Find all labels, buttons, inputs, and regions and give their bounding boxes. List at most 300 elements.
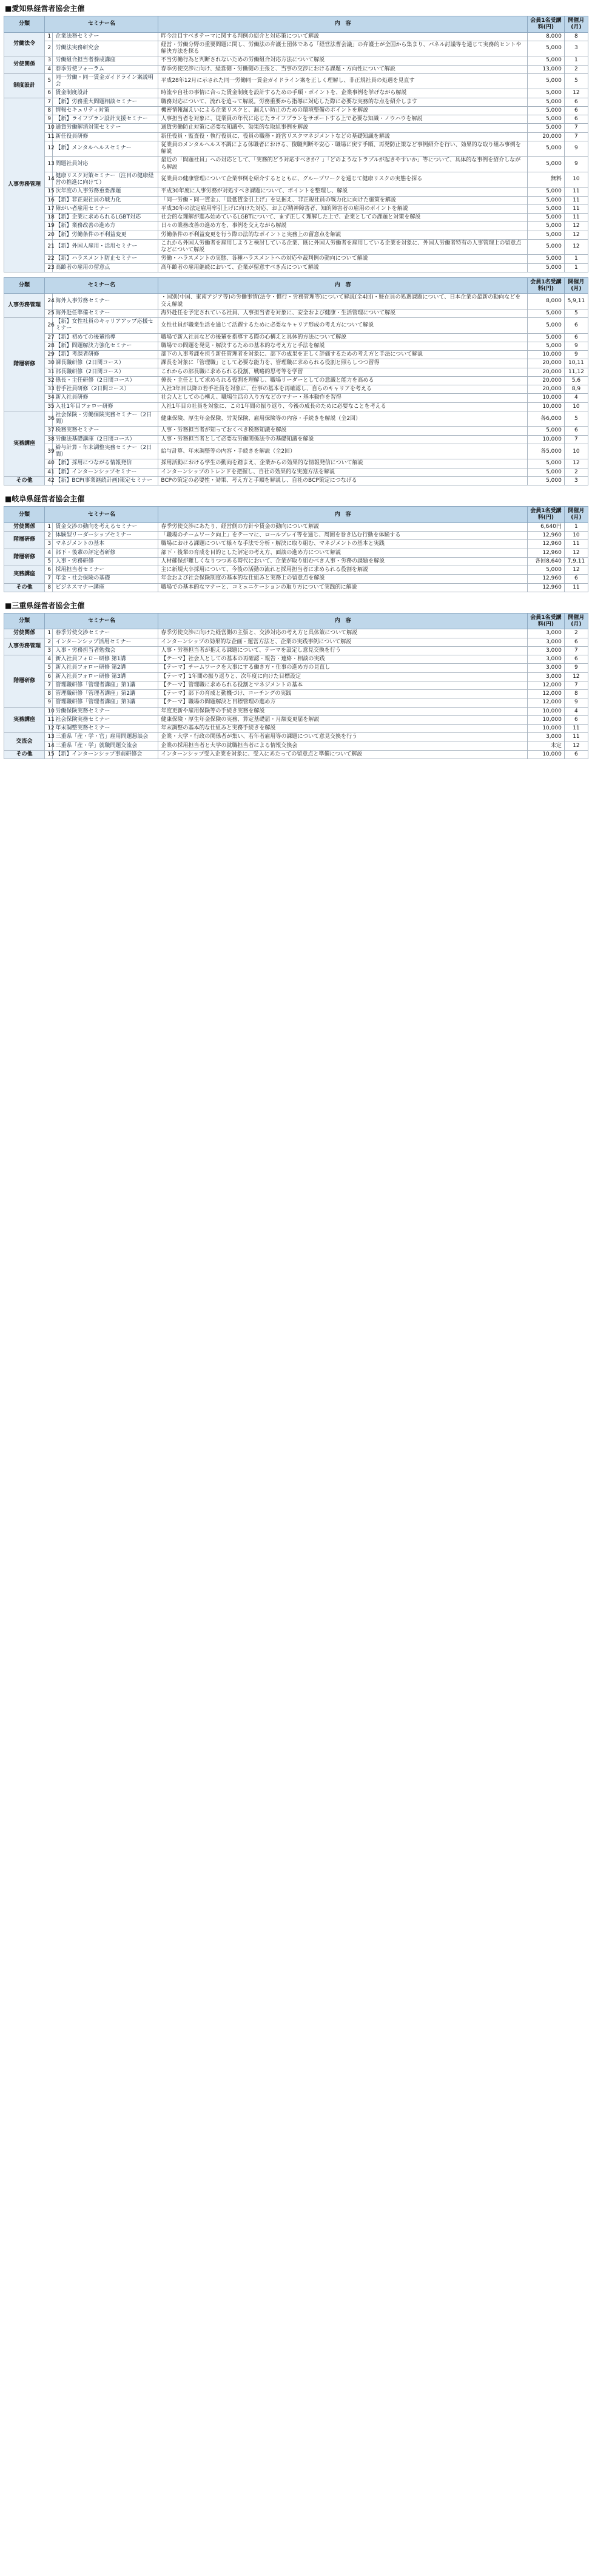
seminar-name[interactable]: 三重県「産・学・官」雇用問題懇談会 — [53, 733, 158, 742]
seminar-description: 労働・ハラスメントの実態、各種ハラスメントへの対応や裁判例の動向について解説 — [158, 255, 528, 263]
seminar-name[interactable]: 管理職研修「管理者講座」第1講 — [53, 681, 158, 689]
seminar-description: 平成28年12月に示された同一労働同一賃金ガイドライン案を正しく理解し、非正規社員の処遇を見直す — [158, 73, 528, 89]
month-cell: 5 — [564, 411, 588, 427]
row-number: 40 — [45, 459, 53, 468]
row-number: 27 — [45, 333, 53, 342]
month-cell: 6 — [564, 575, 588, 583]
fee-cell: 12,960 — [527, 532, 564, 540]
seminar-name[interactable]: 年金・社会保険の基礎 — [53, 575, 158, 583]
seminar-name[interactable]: マネジメントの基本 — [53, 540, 158, 549]
row-number: 35 — [45, 402, 53, 411]
row-number: 19 — [45, 222, 53, 231]
table-row[interactable] — [4, 664, 588, 672]
month-cell: 5 — [564, 73, 588, 89]
seminar-description: 従業員のメンタルヘルス不調による休職者における、復職判断や安心・職場に戻す手順、再発防止策など事例紹介を行い、効果的な取り組み事例を解説 — [158, 141, 528, 157]
fee-cell: 5,000 — [527, 255, 564, 263]
table-row[interactable] — [4, 583, 588, 592]
fee-cell: 5,000 — [527, 427, 564, 435]
seminar-description: 昨今注目すべきテーマに関する判例の紹介と対応策について解説 — [158, 32, 528, 41]
month-cell: 7,9,11 — [564, 557, 588, 566]
month-cell: 11 — [564, 196, 588, 205]
seminar-name[interactable]: 入社1年目フォロー研修 — [53, 402, 158, 411]
month-cell: 9 — [564, 698, 588, 707]
fee-cell: 5,000 — [527, 342, 564, 350]
seminar-table — [4, 506, 588, 592]
seminar-name[interactable]: ビジネスマナー講座 — [53, 583, 158, 592]
table-row[interactable] — [4, 681, 588, 689]
month-cell: 11 — [564, 188, 588, 196]
seminar-name[interactable]: 春季労使フォーラム — [53, 65, 158, 73]
fee-cell: 12,960 — [527, 583, 564, 592]
fee-cell: 3,000 — [527, 672, 564, 681]
fee-cell: 20,000 — [527, 132, 564, 141]
row-number: 42 — [45, 476, 53, 485]
category-cell: 制度設計 — [4, 73, 45, 98]
seminar-name[interactable]: 新入社員研修 — [53, 394, 158, 402]
table-row[interactable] — [4, 476, 588, 485]
seminar-name[interactable]: 社会保険実務セミナー — [53, 715, 158, 724]
fee-cell: 3,000 — [527, 638, 564, 646]
seminar-description: これから外国人労働者を雇用しようと検討している企業、既に外国人労働者を雇用している企業を対象に、外国人労働者特有の人事管理上の留意点などについて解説 — [158, 239, 528, 255]
category-cell: 実務講座 — [4, 707, 45, 733]
schedule-section — [4, 277, 588, 485]
header-category: 分類 — [4, 613, 45, 629]
row-number: 6 — [45, 672, 53, 681]
fee-cell: 12,960 — [527, 540, 564, 549]
seminar-name[interactable]: 部長職研修（2日間コース） — [53, 368, 158, 376]
seminar-description: 海外赴任を予定されている社員、人事担当者を対象に、安全および健康・生活管理について解説 — [158, 309, 528, 317]
table-row[interactable] — [4, 540, 588, 549]
seminar-description: 従業員の健康管理について企業事例を紹介するとともに、グループワークを通じて健康リスクの実態を探る — [158, 172, 528, 188]
fee-cell: 5,000 — [527, 141, 564, 157]
table-row[interactable] — [4, 309, 588, 317]
fee-cell: 5,000 — [527, 115, 564, 124]
header-row — [4, 613, 588, 629]
row-number: 7 — [45, 98, 53, 106]
month-cell: 6 — [564, 655, 588, 664]
table-row[interactable] — [4, 368, 588, 376]
month-cell: 3 — [564, 476, 588, 485]
header-category: 分類 — [4, 277, 45, 294]
table-row[interactable] — [4, 231, 588, 239]
seminar-name[interactable]: 【新】初めての後輩指導 — [53, 333, 158, 342]
fee-cell: 10,000 — [527, 402, 564, 411]
seminar-description: 部下・後輩の育成を目的とした評定の考え方、面談の進め方について解説 — [158, 549, 528, 557]
month-cell: 1 — [564, 522, 588, 531]
month-cell: 8 — [564, 32, 588, 41]
seminar-description: 機密情報漏えいによる企業リスクと、漏えい防止のための環境整備のポイントを解説 — [158, 106, 528, 115]
category-cell: 人事労務管理 — [4, 638, 45, 655]
seminar-name[interactable]: 新入社員フォロー研修 第3講 — [53, 672, 158, 681]
seminar-description: 部下の人事考課を担う新任管理者を対象に、部下の成果を正しく評価するための考え方と手法について解説 — [158, 351, 528, 359]
fee-cell: 5,000 — [527, 309, 564, 317]
seminar-name[interactable]: 海外赴任準備セミナー — [53, 309, 158, 317]
table-body — [4, 294, 588, 485]
row-number: 32 — [45, 376, 53, 385]
seminar-name[interactable]: 人事・労務担当者勉強会 — [53, 646, 158, 655]
row-number: 8 — [45, 690, 53, 698]
month-cell: 2 — [564, 629, 588, 638]
row-number: 3 — [45, 540, 53, 549]
month-cell: 11,12 — [564, 368, 588, 376]
table-row[interactable] — [4, 411, 588, 427]
table-row[interactable] — [4, 124, 588, 132]
fee-cell: 5,000 — [527, 231, 564, 239]
table-row[interactable] — [4, 394, 588, 402]
seminar-name[interactable]: 年末調整実務セミナー — [53, 725, 158, 733]
table-row[interactable] — [4, 141, 588, 157]
row-number: 4 — [45, 65, 53, 73]
seminar-name[interactable]: 労働法基礎講座（2日間コース） — [53, 435, 158, 444]
table-row[interactable] — [4, 342, 588, 350]
seminar-name[interactable]: 社会保険・労働保険実務セミナー（2日間） — [53, 411, 158, 427]
category-cell: その他 — [4, 476, 45, 485]
table-row[interactable] — [4, 444, 588, 459]
table-row[interactable] — [4, 385, 588, 394]
seminar-name[interactable]: 企業法務セミナー — [53, 32, 158, 41]
table-row[interactable] — [4, 549, 588, 557]
seminar-name[interactable]: 情報セキュリティ対策 — [53, 106, 158, 115]
fee-cell: 5,000 — [527, 56, 564, 65]
seminar-name[interactable]: 新入社員フォロー研修 第2講 — [53, 664, 158, 672]
seminar-name[interactable]: 【新】業務改善の進め方 — [53, 222, 158, 231]
seminar-name[interactable]: 【新】非正規社員の戦力化 — [53, 196, 158, 205]
row-number: 34 — [45, 394, 53, 402]
table-row[interactable] — [4, 41, 588, 56]
seminar-name[interactable]: 課長職研修（2日間コース） — [53, 359, 158, 368]
header-seminar: セミナー名 — [45, 16, 158, 33]
fee-cell: 5,000 — [527, 214, 564, 222]
category-cell: 階層研修 — [4, 532, 45, 549]
row-number: 6 — [45, 566, 53, 575]
table-row[interactable] — [4, 196, 588, 205]
table-row[interactable] — [4, 742, 588, 750]
month-cell: 12 — [564, 742, 588, 750]
seminar-name[interactable]: 同一労働・同一賃金ガイドライン案説明会 — [53, 73, 158, 89]
row-number: 26 — [45, 318, 53, 334]
table-row[interactable] — [4, 56, 588, 65]
seminar-name[interactable]: インターンシップ活用セミナー — [53, 638, 158, 646]
seminar-description: 課長を対象に「管理職」として必要な能力を、管理職に求められる役割と照らしつつ習得 — [158, 359, 528, 368]
table-row[interactable] — [4, 263, 588, 272]
month-cell: 9 — [564, 664, 588, 672]
seminar-name[interactable]: 【新】労働条件の不利益変更 — [53, 231, 158, 239]
month-cell: 9 — [564, 351, 588, 359]
month-cell: 7 — [564, 132, 588, 141]
seminar-description: 入社1年目の社員を対象に、この1年間の振り返り、今後の成長のために必要なことを考える — [158, 402, 528, 411]
seminar-description: 時流や自社の事情に合った賃金制度を設計するための手順・ポイントを、企業事例を挙げながら解説 — [158, 89, 528, 98]
month-cell: 9 — [564, 141, 588, 157]
seminar-name[interactable]: 【新】インターンシップ事前研修会 — [53, 750, 158, 759]
seminar-name[interactable]: 賃金交渉の動向を考えるセミナー — [53, 522, 158, 531]
table-row[interactable] — [4, 376, 588, 385]
table-row[interactable] — [4, 672, 588, 681]
seminar-name[interactable]: 【新】外国人雇用・活用セミナー — [53, 239, 158, 255]
seminar-name[interactable]: 【新】採用につながる情報発信 — [53, 459, 158, 468]
seminar-name[interactable]: 労働法実務研究会 — [53, 41, 158, 56]
table-row[interactable] — [4, 557, 588, 566]
fee-cell: 5,000 — [527, 476, 564, 485]
fee-cell: 13,000 — [527, 65, 564, 73]
month-cell: 11 — [564, 540, 588, 549]
table-row[interactable] — [4, 725, 588, 733]
seminar-name[interactable]: 人事・労務研修 — [53, 557, 158, 566]
month-cell: 6 — [564, 750, 588, 759]
seminar-description: 経営・労働分野の重要問題に関し、労働法の弁護士団体である「経営法曹会議」の弁護士が全国から集まり、パネル討議等を通じて実務的ヒントや解決方法を探る — [158, 41, 528, 56]
table-row[interactable] — [4, 294, 588, 309]
table-row[interactable] — [4, 698, 588, 707]
seminar-description: 「職場のチームワーク向上」をテーマに、ロールプレイ等を通じ、周囲を巻き込む行動を体験する — [158, 532, 528, 540]
seminar-description: 春季労使交渉に向け、経営側・労働側の主張と、当事の交渉における課題・方向性について解説 — [158, 65, 528, 73]
seminar-description: 人事・労務担当者が知っておくべき税務知識を解説 — [158, 427, 528, 435]
fee-cell: 10,000 — [527, 351, 564, 359]
seminar-name[interactable]: 海外人事労務セミナー — [53, 294, 158, 309]
table-row[interactable] — [4, 566, 588, 575]
table-header — [4, 277, 588, 294]
table-row[interactable] — [4, 32, 588, 41]
seminar-name[interactable]: 体験型リーダーシップセミナー — [53, 532, 158, 540]
fee-cell: 各6,000 — [527, 411, 564, 427]
seminar-name[interactable]: 【新】女性社員のキャリアアップ応援セミナー — [53, 318, 158, 334]
row-number: 7 — [45, 681, 53, 689]
table-row[interactable] — [4, 359, 588, 368]
fee-cell: 5,000 — [527, 205, 564, 213]
fee-cell: 20,000 — [527, 359, 564, 368]
seminar-description: インターンシップの効果的な企画・運営方法と、企業の実践事例について解説 — [158, 638, 528, 646]
month-cell: 2 — [564, 468, 588, 476]
fee-cell: 3,000 — [527, 664, 564, 672]
table-row[interactable] — [4, 402, 588, 411]
fee-cell: 5,000 — [527, 459, 564, 468]
row-number: 5 — [45, 664, 53, 672]
table-row[interactable] — [4, 157, 588, 172]
row-number: 33 — [45, 385, 53, 394]
seminar-name[interactable]: 【新】メンタルヘルスセミナー — [53, 141, 158, 157]
month-cell: 10 — [564, 532, 588, 540]
row-number: 14 — [45, 172, 53, 188]
month-cell: 12 — [564, 239, 588, 255]
table-row[interactable] — [4, 115, 588, 124]
seminar-name[interactable]: 係長・主任研修（2日間コース） — [53, 376, 158, 385]
month-cell: 4 — [564, 707, 588, 715]
month-cell: 6 — [564, 98, 588, 106]
table-row[interactable] — [4, 459, 588, 468]
fee-cell: 20,000 — [527, 376, 564, 385]
table-row[interactable] — [4, 646, 588, 655]
seminar-name[interactable]: 春季労使交渉セミナー — [53, 629, 158, 638]
table-row[interactable] — [4, 629, 588, 638]
table-row[interactable] — [4, 214, 588, 222]
table-row[interactable] — [4, 132, 588, 141]
seminar-description: これからの部長職に求められる役割、戦略的思考等を学習 — [158, 368, 528, 376]
seminar-description: 【テーマ】職場の問題解決と目標管理の進め方 — [158, 698, 528, 707]
row-number: 11 — [45, 132, 53, 141]
seminar-description: 年度更新や雇用保険等の手続き実務を解説 — [158, 707, 528, 715]
seminar-name[interactable]: 障がい者雇用セミナー — [53, 205, 158, 213]
seminar-name[interactable]: 新任役員研修 — [53, 132, 158, 141]
month-cell: 6 — [564, 715, 588, 724]
seminar-name[interactable]: 問題社員対応 — [53, 157, 158, 172]
fee-cell: 8,000 — [527, 294, 564, 309]
seminar-description: インターンシップ受入企業を対象に、受入にあたっての留意点と準備について解説 — [158, 750, 528, 759]
row-number: 28 — [45, 342, 53, 350]
seminar-name[interactable]: 【新】問題解決力強化セミナー — [53, 342, 158, 350]
fee-cell: 5,000 — [527, 239, 564, 255]
seminar-description: 平成30年の法定雇用率引上げに向けた対応、および精神障害者、知的障害者の雇用のポイントを解説 — [158, 205, 528, 213]
fee-cell: 5,000 — [527, 124, 564, 132]
month-cell: 11 — [564, 214, 588, 222]
row-number: 20 — [45, 231, 53, 239]
category-cell: 人事労務管理 — [4, 294, 45, 318]
month-cell: 7 — [564, 435, 588, 444]
table-row[interactable] — [4, 98, 588, 106]
table-row[interactable] — [4, 427, 588, 435]
table-row[interactable] — [4, 522, 588, 531]
seminar-name[interactable]: 【新】BCP(事業継続計画)策定セミナー — [53, 476, 158, 485]
table-row[interactable] — [4, 188, 588, 196]
table-row[interactable] — [4, 655, 588, 664]
seminar-name[interactable]: 部下・後輩の評定者研修 — [53, 549, 158, 557]
seminar-name[interactable]: 三重県「産・学」就職問題交流会 — [53, 742, 158, 750]
table-row[interactable] — [4, 89, 588, 98]
table-row[interactable] — [4, 73, 588, 89]
seminar-name[interactable]: 管理職研修「管理者講座」第3講 — [53, 698, 158, 707]
seminar-name[interactable]: 賃金制度設計 — [53, 89, 158, 98]
fee-cell: 5,000 — [527, 333, 564, 342]
fee-cell: 5,000 — [527, 157, 564, 172]
category-cell: 労使関係 — [4, 522, 45, 531]
seminar-name[interactable]: 採用担当者セミナー — [53, 566, 158, 575]
fee-cell: 10,000 — [527, 725, 564, 733]
seminar-description: 職場での問題を発見・解決するための基本的な考え方と手法を解説 — [158, 342, 528, 350]
row-number: 1 — [45, 522, 53, 531]
seminar-description: 「同一労働・同一賃金」、「最低賃金引上げ」を見据え、非正規社員の戦力化に向けた施策を解説 — [158, 196, 528, 205]
table-row[interactable] — [4, 351, 588, 359]
category-cell: 階層研修 — [4, 318, 45, 411]
table-row[interactable] — [4, 205, 588, 213]
category-cell: その他 — [4, 750, 45, 759]
table-row[interactable] — [4, 65, 588, 73]
row-number: 22 — [45, 255, 53, 263]
seminar-name[interactable]: 【新】労務重大問題相談セミナー — [53, 98, 158, 106]
seminar-description: 係長・主任として求められる役割を理解し、職場リーダーとしての意識と能力を高める — [158, 376, 528, 385]
seminar-name[interactable]: 労働保険実務セミナー — [53, 707, 158, 715]
table-row[interactable] — [4, 690, 588, 698]
fee-cell: 5,000 — [527, 188, 564, 196]
seminar-name[interactable]: 【新】ライフプラン設計支援セミナー — [53, 115, 158, 124]
seminar-name[interactable]: 労働組合担当者養成講座 — [53, 56, 158, 65]
table-row[interactable] — [4, 468, 588, 476]
seminar-name[interactable]: 次年度の人事労務重要課題 — [53, 188, 158, 196]
fee-cell: 12,000 — [527, 690, 564, 698]
table-body — [4, 32, 588, 272]
table-row[interactable] — [4, 318, 588, 334]
category-cell: 労使関係 — [4, 56, 45, 74]
header-content: 内 容 — [158, 613, 528, 629]
table-row[interactable] — [4, 715, 588, 724]
table-row[interactable] — [4, 333, 588, 342]
month-cell: 9 — [564, 342, 588, 350]
month-cell: 8,9 — [564, 385, 588, 394]
seminar-description: 不当労働行為と判断されないための労働組合対応方法について解説 — [158, 56, 528, 65]
seminar-description: 職場での基本的なマナーと、コミュニケーションの取り方について実践的に解説 — [158, 583, 528, 592]
schedule-section — [4, 490, 588, 592]
month-cell: 5 — [564, 309, 588, 317]
seminar-description: 人事・労務担当者として必要な労働関係法令の基礎知識を解説 — [158, 435, 528, 444]
row-number: 23 — [45, 263, 53, 272]
seminar-name[interactable]: 【新】インターンシップセミナー — [53, 468, 158, 476]
table-header — [4, 507, 588, 523]
fee-cell: 10,000 — [527, 394, 564, 402]
seminar-name[interactable]: 【新】考課者研修 — [53, 351, 158, 359]
seminar-description: 人事・労務担当者が抱える課題について、テーマを設定し意見交換を行う — [158, 646, 528, 655]
month-cell: 10 — [564, 402, 588, 411]
row-number: 5 — [45, 73, 53, 89]
table-row[interactable] — [4, 435, 588, 444]
row-number: 6 — [45, 89, 53, 98]
month-cell: 2 — [564, 65, 588, 73]
seminar-name[interactable]: 【新】ハラスメント防止セミナー — [53, 255, 158, 263]
seminar-name[interactable]: 通貨労働解消対策セミナー — [53, 124, 158, 132]
table-row[interactable] — [4, 532, 588, 540]
month-cell: 12 — [564, 566, 588, 575]
row-number: 30 — [45, 359, 53, 368]
table-body — [4, 629, 588, 759]
seminar-name[interactable]: 新入社員フォロー研修 第1講 — [53, 655, 158, 664]
table-row[interactable] — [4, 222, 588, 231]
seminar-description: 給与計算、年末調整等の内容・手続きを解説（全2回） — [158, 444, 528, 459]
fee-cell: 5,000 — [527, 41, 564, 56]
seminar-name[interactable]: 健康リスク対策セミナー（注目の健康経営の推進に向けて） — [53, 172, 158, 188]
fee-cell: 5,000 — [527, 89, 564, 98]
row-number: 5 — [45, 557, 53, 566]
row-number: 3 — [45, 646, 53, 655]
table-row[interactable] — [4, 733, 588, 742]
header-row — [4, 16, 588, 33]
seminar-description: ・国別(中国、東南アジア等)の労働事情(法令・慣行・労務管理等)について解説(全4回)・駐在員の処遇課題について、日本企業の最新の動向などを交え解説 — [158, 294, 528, 309]
table-row[interactable] — [4, 255, 588, 263]
seminar-description: 採用活動における学生の動向を踏まえ、企業からの効果的な情報発信について解説 — [158, 459, 528, 468]
table-row[interactable] — [4, 172, 588, 188]
category-cell: 労使関係 — [4, 629, 45, 638]
seminar-name[interactable]: 高齢者の雇用の留意点 — [53, 263, 158, 272]
table-row[interactable] — [4, 106, 588, 115]
table-row[interactable] — [4, 750, 588, 759]
seminar-description: 通貨労働防止対策に必要な知識や、効果的な取組事例を解説 — [158, 124, 528, 132]
category-cell: 階層研修 — [4, 549, 45, 566]
seminar-name[interactable]: 給与計算・年末調整実務セミナー（2日間） — [53, 444, 158, 459]
table-row[interactable] — [4, 707, 588, 715]
month-cell: 6 — [564, 638, 588, 646]
fee-cell: 5,000 — [527, 98, 564, 106]
month-cell: 1 — [564, 255, 588, 263]
table-row[interactable] — [4, 575, 588, 583]
row-number: 10 — [45, 707, 53, 715]
table-row[interactable] — [4, 638, 588, 646]
row-number: 17 — [45, 205, 53, 213]
fee-cell: 12,960 — [527, 575, 564, 583]
seminar-name[interactable]: 【新】企業に求められるLGBT対応 — [53, 214, 158, 222]
category-cell: 人事労務管理 — [4, 98, 45, 272]
row-number: 21 — [45, 239, 53, 255]
table-row[interactable] — [4, 239, 588, 255]
seminar-description: 高年齢者の雇用継続において、企業が留意すべき点について解説 — [158, 263, 528, 272]
seminar-name[interactable]: 税務実務セミナー — [53, 427, 158, 435]
fee-cell: 5,000 — [527, 318, 564, 334]
seminar-name[interactable]: 若手社員研修（2日間コース） — [53, 385, 158, 394]
seminar-name[interactable]: 管理職研修「管理者講座」第2講 — [53, 690, 158, 698]
row-number: 2 — [45, 41, 53, 56]
